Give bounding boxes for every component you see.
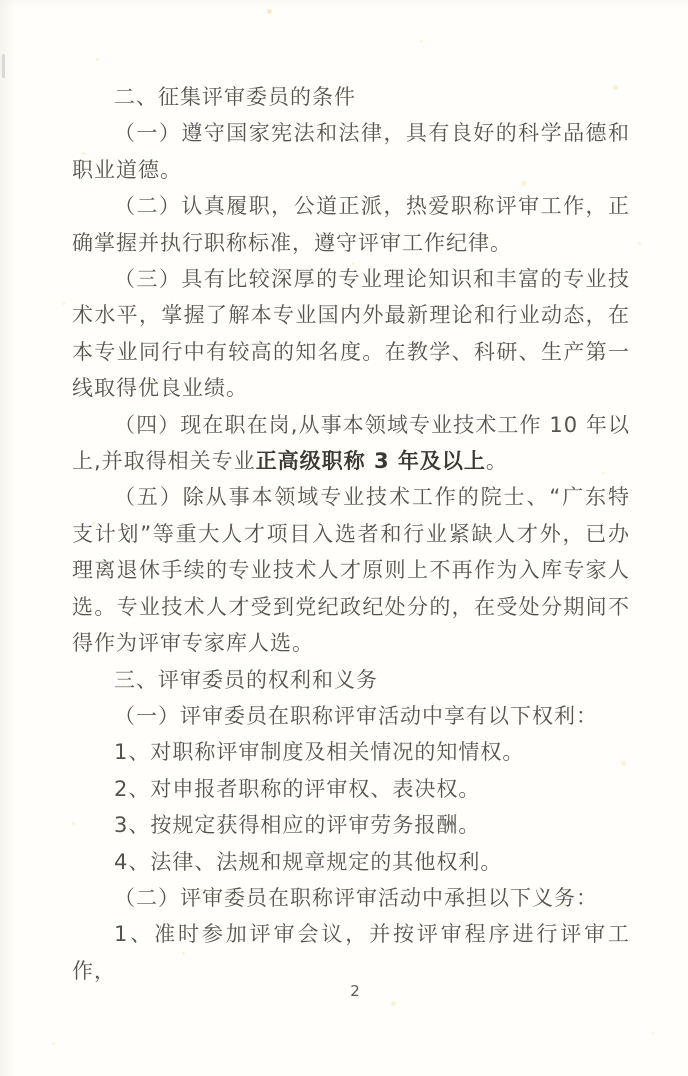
section-heading: 二、征集评审委员的条件	[114, 85, 356, 109]
numbered-item: 1、对职称评审制度及相关情况的知情权。	[114, 740, 525, 765]
numbered-item: 4、法律、法规和规章规定的其他权利。	[114, 849, 503, 874]
paragraph: （五）除从事本领域专业技术工作的院士、“广东特支计划”等重大人才项目入选者和行业紧缺人才外，已办理离退休手续的专业技术人才原则上不再作为入库专家人选。专业技术人才受到党纪政纪处分的，在受处分期间不得作为评审专家库人选。	[72, 485, 630, 656]
page-number: 2	[350, 982, 360, 1000]
paragraph: （二）评审委员在职称评审活动中承担以下义务：	[114, 885, 598, 910]
bold-text-run: 正高级职称 3 年及以上	[255, 449, 486, 474]
numbered-item: 2、对申报者职称的评审权、表决权。	[114, 776, 481, 801]
document-body	[72, 79, 630, 989]
paragraph	[72, 407, 630, 480]
paragraph: （一）评审委员在职称评审活动中享有以下权利：	[114, 703, 598, 728]
text-run: 。	[485, 449, 508, 474]
section-heading: 三、评审委员的权利和义务	[114, 667, 378, 692]
numbered-item: 1、准时参加评审会议，并按评审程序进行评审工作，	[72, 922, 630, 983]
paragraph: （二）认真履职，公道正派，热爱职称评审工作，正确掌握并执行职称标准，遵守评审工作纪律。	[72, 194, 630, 255]
text-run: （四）现在职在岗,从事本领域专业技术工作 10 年以上,并取得相关专业	[72, 412, 630, 474]
paragraph: （三）具有比较深厚的专业理论知识和丰富的专业技术水平，掌握了解本专业国内外最新理论和行业动态，在本专业同行中有较高的知名度。在教学、科研、生产第一线取得优良业绩。	[72, 267, 630, 401]
numbered-item: 3、按规定获得相应的评审劳务报酬。	[114, 813, 481, 838]
paragraph: （一）遵守国家宪法和法律，具有良好的科学品德和职业道德。	[72, 121, 630, 182]
scan-edge-artifact	[2, 54, 5, 78]
